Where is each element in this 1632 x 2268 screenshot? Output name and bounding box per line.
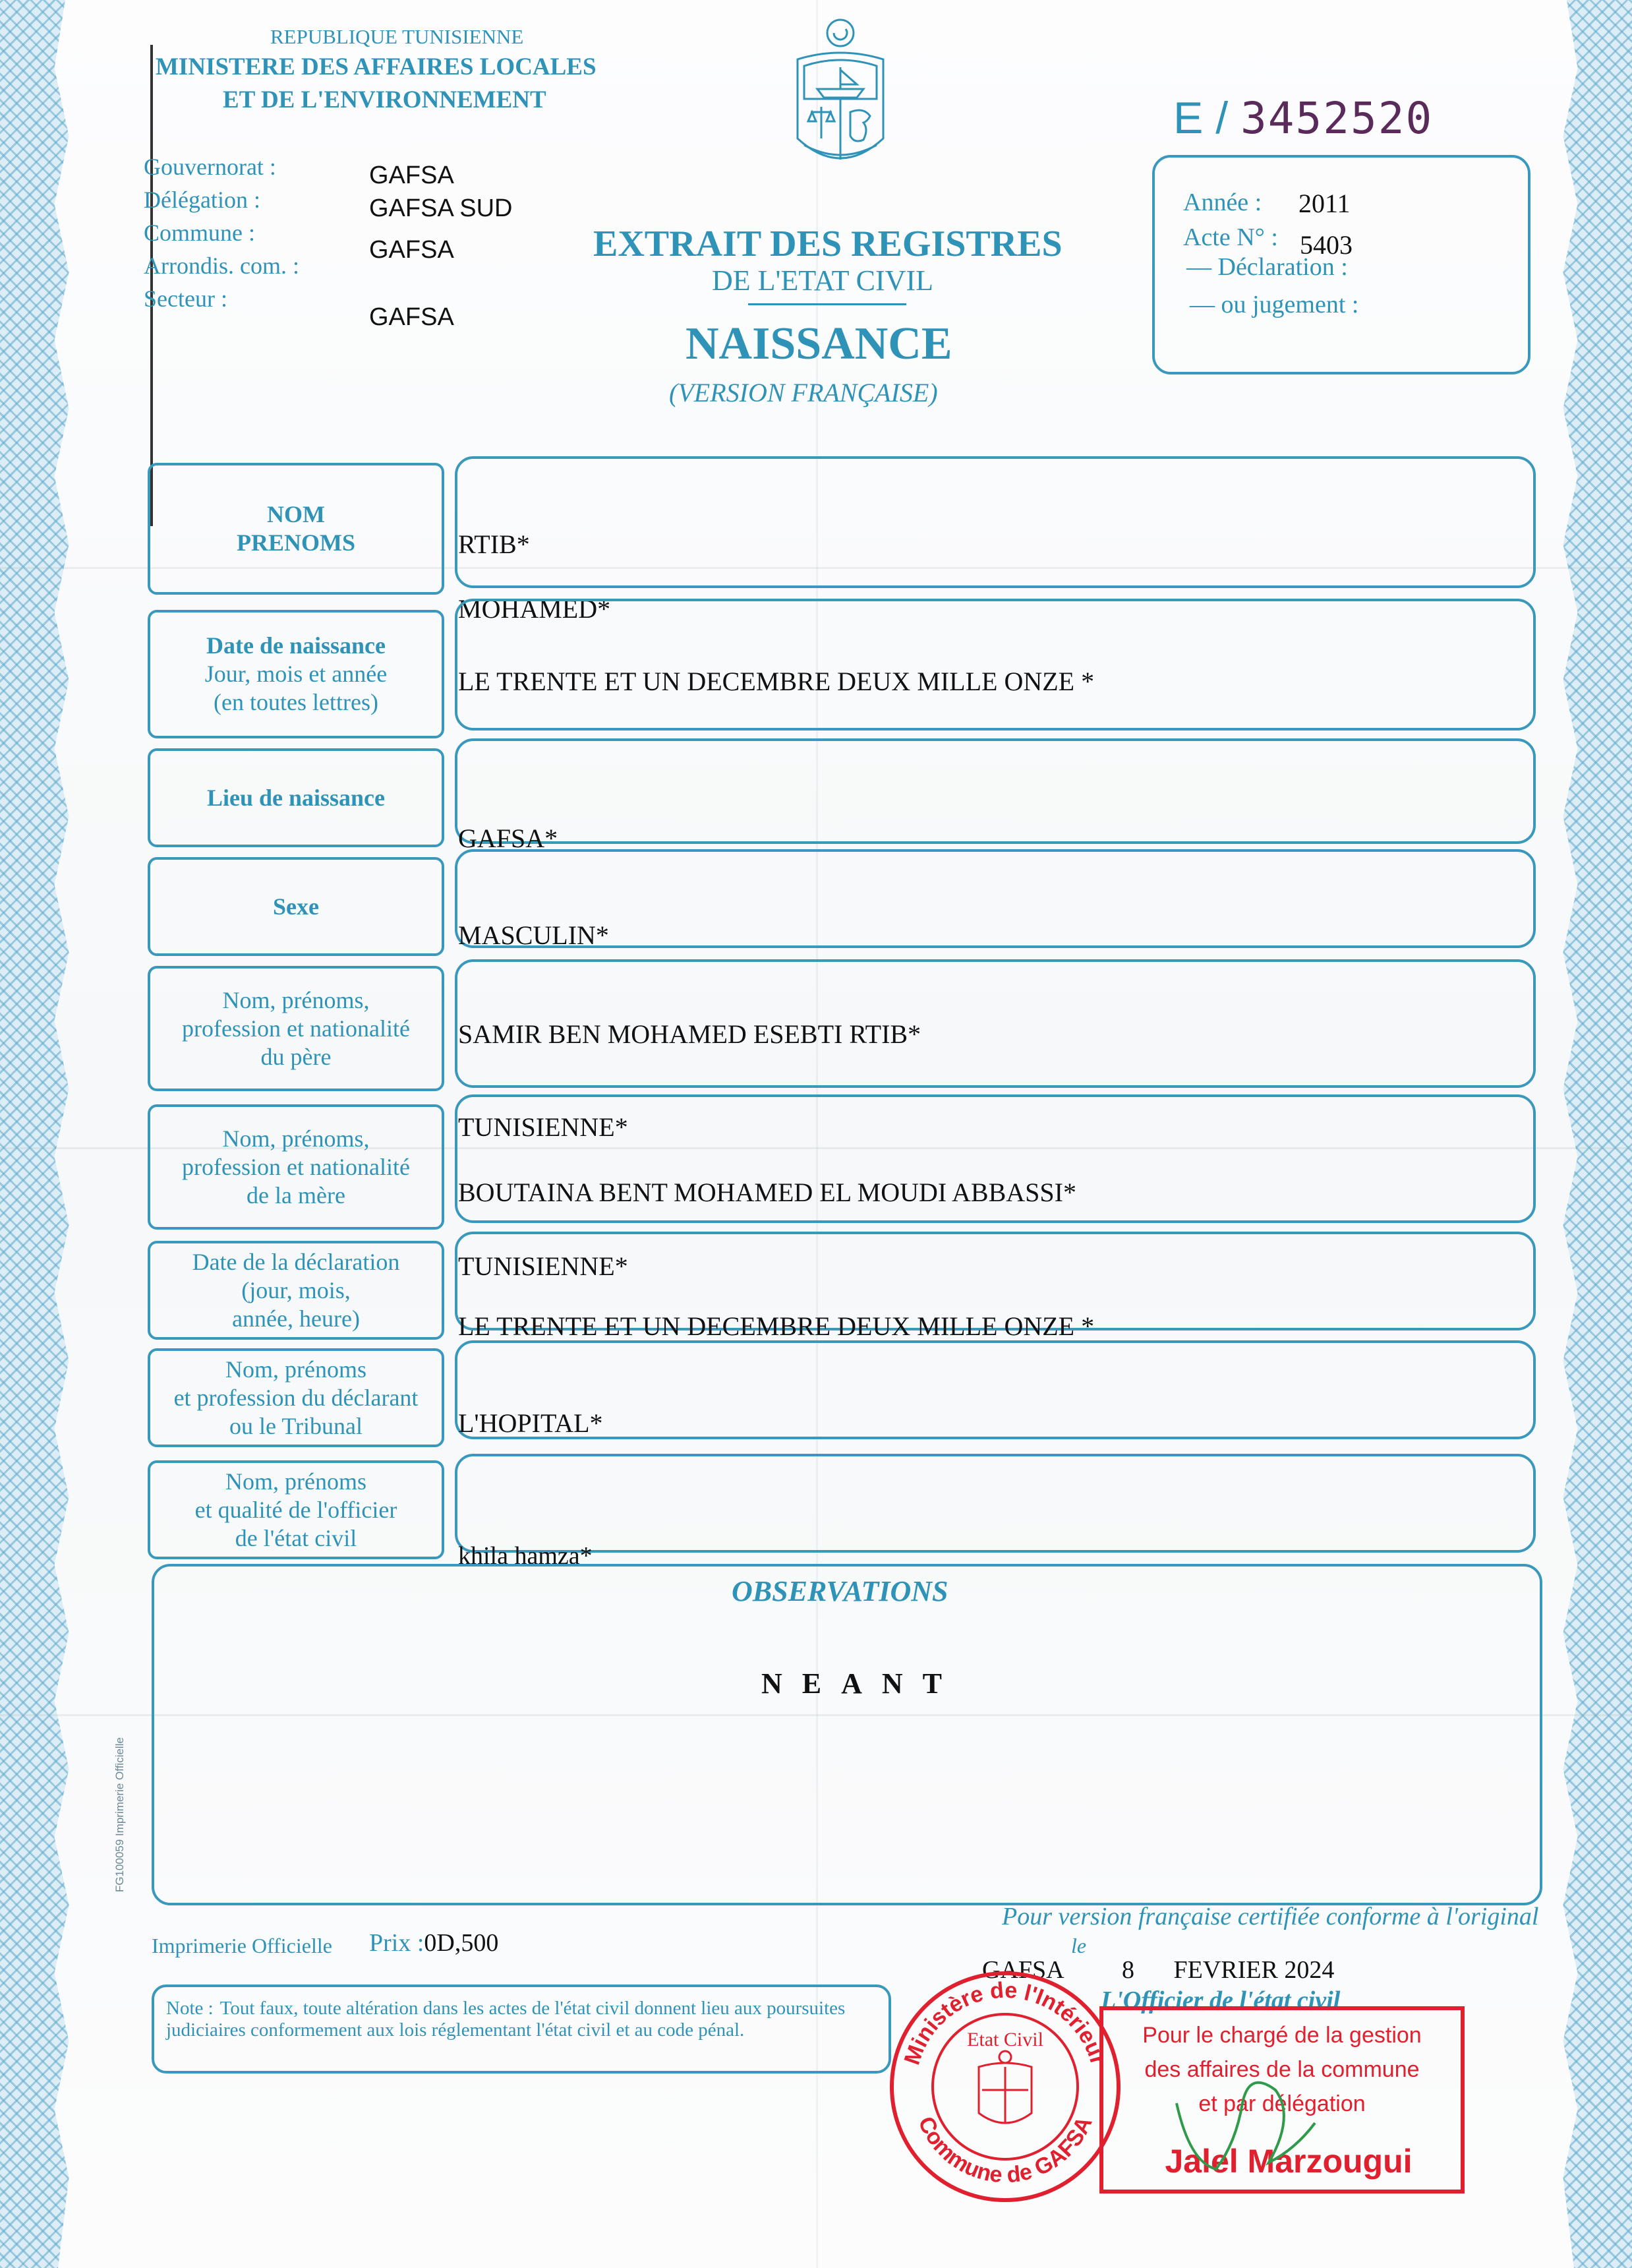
republic-name: REPUBLIQUE TUNISIENNE <box>270 25 524 48</box>
note-label: Note : <box>166 1998 214 2019</box>
pere-label-2: profession et nationalité <box>182 1015 410 1042</box>
delegation-rect-stamp <box>1097 2004 1467 2195</box>
price <box>369 1928 498 1957</box>
mere-label-2: profession et nationalité <box>182 1153 410 1180</box>
document-title-line-2: DE L'ETAT CIVIL <box>712 264 933 297</box>
mere-nationality-value: TUNISIENNE* <box>458 1251 628 1281</box>
gouvernorat-label: Gouvernorat : <box>144 154 276 180</box>
stamp-rect-line-3: et par délégation <box>1198 2091 1366 2116</box>
printer-code: FG100059 Imprimerie Officielle <box>113 1737 126 1892</box>
delegation-value: GAFSA SUD <box>369 194 513 222</box>
date-naissance-label: Date de naissance <box>206 632 386 659</box>
date-naissance-label-box <box>148 610 444 738</box>
declaration-label: — Déclaration : <box>1186 253 1348 281</box>
sexe-value-box <box>455 849 1536 948</box>
mere-label-3: de la mère <box>247 1181 345 1209</box>
nom-value: RTIB* <box>458 529 530 559</box>
stamp-rect-line-1: Pour le chargé de la gestion <box>1142 2023 1422 2048</box>
pere-label-box <box>148 966 444 1091</box>
prenoms-value: MOHAMED* <box>458 594 611 624</box>
ministry-line-1: MINISTERE DES AFFAIRES LOCALES <box>156 53 597 80</box>
declarant-label-box <box>148 1348 444 1447</box>
commune-label: Commune : <box>144 220 255 246</box>
mere-label-box <box>148 1104 444 1230</box>
issue-place: GAFSA <box>982 1956 1063 1984</box>
commune-value: GAFSA <box>369 236 454 264</box>
observations-box <box>152 1564 1542 1905</box>
observations-title: OBSERVATIONS <box>732 1575 948 1607</box>
stamp-circle-inner: Etat Civil <box>967 2029 1043 2050</box>
jugement-label: — ou jugement : <box>1190 291 1359 318</box>
right-security-border <box>1559 0 1632 2268</box>
serial-number <box>1173 92 1433 144</box>
svg-text:Commune de GAFSA <box>913 2113 1097 2188</box>
pere-name-value: SAMIR BEN MOHAMED ESEBTI RTIB* <box>458 1019 921 1049</box>
serial-digits: 3452520 <box>1240 93 1434 144</box>
declaration-date-label-1: Date de la déclaration <box>192 1248 400 1275</box>
date-naissance-value-box <box>455 599 1536 731</box>
sexe-label: Sexe <box>273 893 319 920</box>
stamp-circle-top: Ministère de l'Intérieur <box>899 1977 1111 2068</box>
pere-label-1: Nom, prénoms, <box>222 986 370 1013</box>
declaration-label-box <box>148 1241 444 1340</box>
officier-label-3: de l'état civil <box>235 1524 357 1551</box>
tunisia-coat-of-arms-icon <box>778 13 903 185</box>
document-type: NAISSANCE <box>685 318 952 369</box>
note-text: Tout faux, toute altération dans les actes de l'état civil donnent lieu aux poursuites judiciaires conformement aux lois réglementant l'état civil et au code pénal. <box>166 1998 846 2041</box>
nom-value-box <box>455 456 1536 588</box>
sexe-label-box <box>148 857 444 956</box>
declarant-value-box <box>455 1340 1536 1439</box>
nom-label: NOM <box>267 501 325 527</box>
lieu-naissance-label-box <box>148 748 444 847</box>
certification-le: le <box>1071 1934 1087 1957</box>
nom-prenoms-label-box <box>148 463 444 595</box>
left-security-border <box>0 0 73 2268</box>
gouvernorat-value: GAFSA <box>369 162 454 189</box>
date-naissance-value: LE TRENTE ET UN DECEMBRE DEUX MILLE ONZE * <box>458 667 1095 696</box>
legal-note <box>152 1984 891 2074</box>
officier-value-box <box>455 1454 1536 1553</box>
ministry-line-2: ET DE L'ENVIRONNEMENT <box>223 86 546 113</box>
acte-number-label: Acte N° : <box>1183 224 1278 251</box>
title-underline <box>748 303 906 305</box>
officier-label-1: Nom, prénoms <box>225 1468 366 1495</box>
declaration-date-value: LE TRENTE ET UN DECEMBRE DEUX MILLE ONZE * <box>458 1311 1095 1341</box>
date-naissance-sublabel: Jour, mois et année <box>204 661 388 687</box>
officier-label-2: et qualité de l'officier <box>194 1496 397 1523</box>
officer-title: L'Officier de l'état civil <box>1101 1986 1341 2014</box>
stamp-rect-line-2: des affaires de la commune <box>1144 2057 1420 2082</box>
document-title-line-1: EXTRAIT DES REGISTRES <box>593 224 1063 264</box>
declarant-label-2: et profession du déclarant <box>173 1384 419 1411</box>
version-label: (VERSION FRANÇAISE) <box>669 378 938 407</box>
declarant-label-1: Nom, prénoms <box>225 1356 366 1383</box>
secteur-label: Secteur : <box>144 285 227 312</box>
price-label: Prix : <box>369 1929 424 1957</box>
sexe-value: MASCULIN* <box>458 920 609 950</box>
lieu-naissance-value: GAFSA* <box>458 823 558 853</box>
mere-name-value: BOUTAINA BENT MOHAMED EL MOUDI ABBASSI* <box>458 1178 1076 1207</box>
annee-value: 2011 <box>1298 189 1351 218</box>
pere-label-3: du père <box>260 1043 332 1070</box>
pere-nationality-value: TUNISIENNE* <box>458 1112 628 1142</box>
acte-number-value: 5403 <box>1300 230 1353 260</box>
serial-prefix: E / <box>1173 93 1229 143</box>
delegation-label: Délégation : <box>144 187 260 213</box>
stamp-emblem-icon <box>979 2051 1032 2123</box>
observations-value: NEANT <box>761 1667 962 1700</box>
declaration-date-label-3: année, heure) <box>232 1305 360 1332</box>
date-naissance-note: (en toutes lettres) <box>214 689 378 715</box>
arrondissement-label: Arrondis. com. : <box>144 253 299 279</box>
stamp-rect-name: Jalel Marzougui <box>1165 2143 1413 2180</box>
officier-label-box <box>148 1460 444 1559</box>
price-value: 0D,500 <box>424 1929 499 1957</box>
issue-month-year: FEVRIER 2024 <box>1173 1956 1335 1984</box>
municipal-round-stamp <box>887 1968 1124 2205</box>
declarant-label-3: ou le Tribunal <box>229 1412 363 1439</box>
stamp-circle-bottom: Commune de GAFSA <box>913 2112 1097 2188</box>
officier-value: khila hamza* <box>458 1542 593 1570</box>
secteur-value: GAFSA <box>369 303 454 331</box>
declarant-value: L'HOPITAL* <box>458 1408 603 1438</box>
mere-label-1: Nom, prénoms, <box>222 1125 370 1152</box>
lieu-naissance-value-box <box>455 738 1536 844</box>
lieu-naissance-label: Lieu de naissance <box>206 784 386 811</box>
annee-label: Année : <box>1183 189 1262 216</box>
issue-day: 8 <box>1122 1956 1134 1984</box>
certification-text: Pour version française certifiée conforme à l'original <box>1002 1903 1539 1930</box>
printer-name: Imprimerie Officielle <box>152 1934 332 1957</box>
svg-text:Ministère de l'Intérieur <box>900 1978 1111 2068</box>
prenoms-label: PRENOMS <box>237 529 355 556</box>
declaration-date-label-2: (jour, mois, <box>241 1276 351 1303</box>
